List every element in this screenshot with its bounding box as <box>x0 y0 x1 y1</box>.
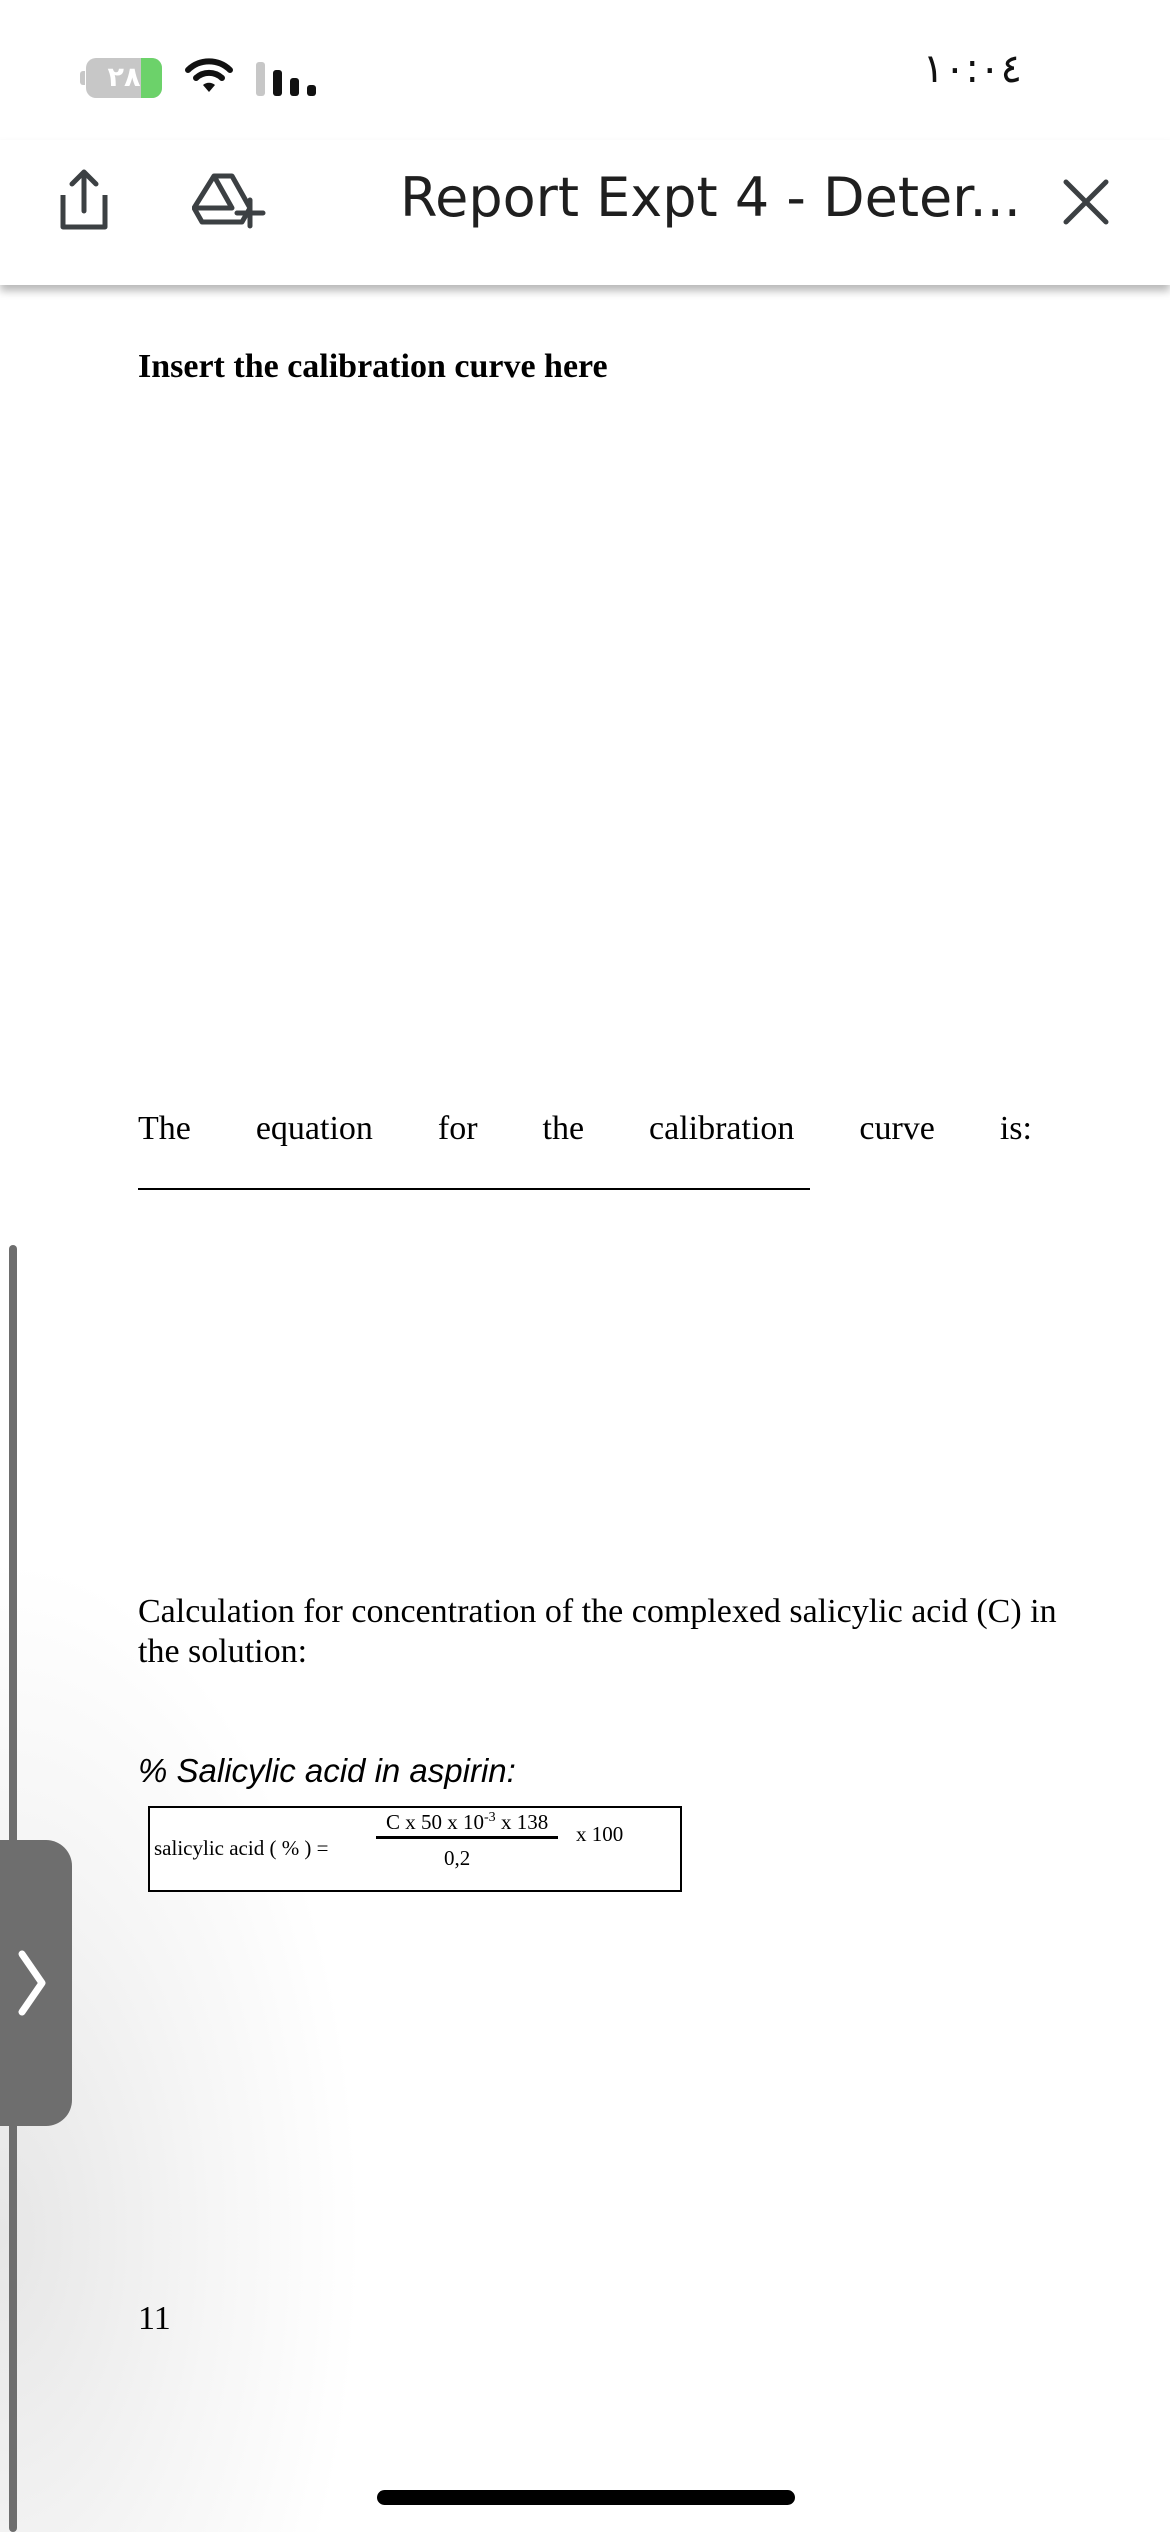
close-icon[interactable] <box>1062 178 1110 226</box>
equation-word: equation <box>255 1110 373 1147</box>
percent-salicylic-heading: % Salicylic acid in aspirin: <box>138 1752 516 1789</box>
share-icon[interactable] <box>55 167 113 233</box>
formula-exponent: -3 <box>484 1810 496 1825</box>
document-background <box>0 285 1170 2532</box>
battery-icon <box>80 58 162 98</box>
fraction-bar <box>376 1836 558 1839</box>
signal-bars-icon <box>256 62 318 98</box>
formula-numerator <box>386 1810 548 1835</box>
wifi-icon <box>184 58 234 96</box>
equation-answer-line <box>138 1188 810 1190</box>
formula-numerator-prefix: C x 50 x 10 <box>386 1810 485 1834</box>
status-time: ١٠:٠٤ <box>922 46 1022 92</box>
equation-word: calibration <box>649 1110 795 1147</box>
equation-line <box>138 1110 1032 1148</box>
equation-word: curve <box>859 1110 935 1147</box>
equation-word: for <box>437 1110 478 1147</box>
calculation-paragraph: Calculation for concentration of the complexed salicylic acid (C) in the solution: <box>138 1593 1057 1670</box>
equation-word: is: <box>999 1110 1032 1147</box>
equation-word: the <box>542 1110 585 1147</box>
status-bar <box>0 0 1170 140</box>
formula-box <box>148 1806 682 1892</box>
home-indicator[interactable] <box>377 2490 795 2505</box>
side-panel-tab[interactable] <box>0 1840 72 2126</box>
formula-lhs: salicylic acid ( % ) = <box>154 1836 329 1860</box>
formula-denominator: 0,2 <box>444 1846 471 1870</box>
formula-numerator-suffix: x 138 <box>495 1810 549 1834</box>
battery-level: ٢٨ <box>107 62 141 93</box>
formula-multiplier: x 100 <box>576 1822 624 1846</box>
calibration-curve-heading: Insert the calibration curve here <box>138 348 608 385</box>
document-title: Report Expt 4 - Deter... <box>400 166 1021 229</box>
equation-word: The <box>138 1110 191 1147</box>
app-header <box>0 140 1170 285</box>
chevron-right-icon <box>14 1948 50 2018</box>
drive-add-icon[interactable] <box>192 170 266 230</box>
page-number: 11 <box>138 2300 171 2337</box>
